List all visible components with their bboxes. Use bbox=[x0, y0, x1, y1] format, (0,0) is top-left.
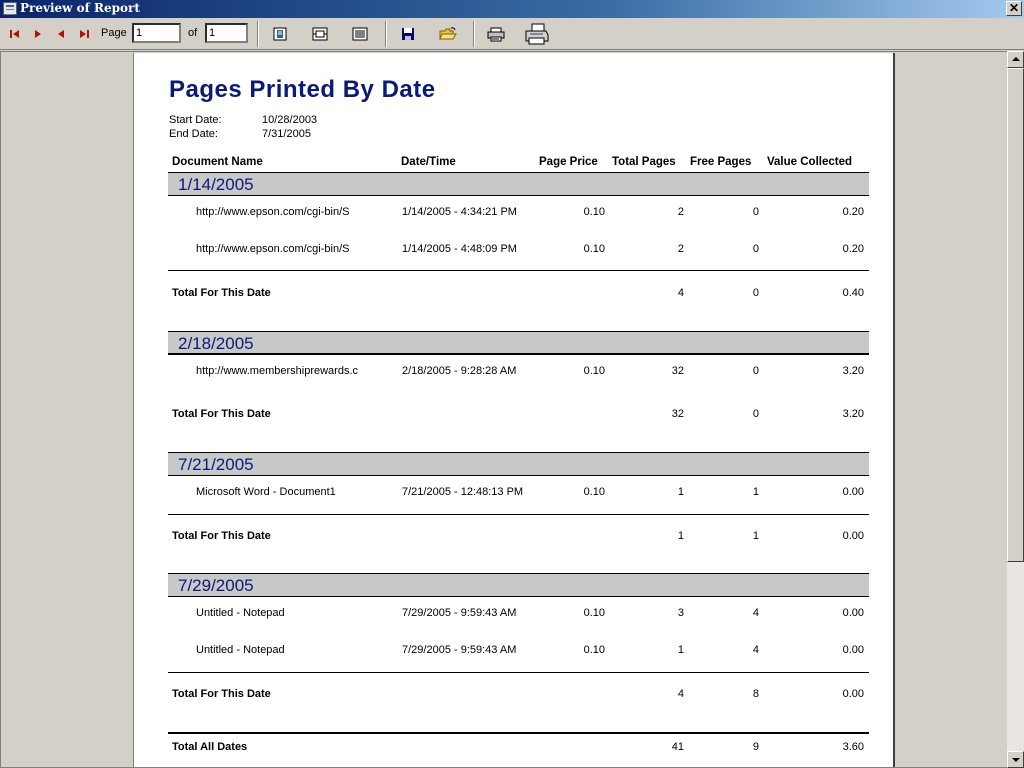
subtotal-free-pages: 0 bbox=[752, 408, 759, 420]
first-page-icon bbox=[8, 28, 22, 40]
row-page-price: 0.10 bbox=[583, 644, 605, 656]
scroll-thumb[interactable] bbox=[1007, 68, 1024, 562]
subtotal-value-collected: 0.00 bbox=[842, 530, 864, 542]
column-header-free-pages: Free Pages bbox=[690, 156, 752, 168]
page-label: Page bbox=[101, 27, 127, 39]
row-total-pages: 2 bbox=[677, 206, 684, 218]
grand-total-pages: 41 bbox=[671, 741, 684, 753]
row-document-name: Microsoft Word - Document1 bbox=[196, 486, 336, 498]
row-datetime: 1/14/2005 - 4:34:21 PM bbox=[402, 206, 517, 218]
subtotal-free-pages: 8 bbox=[752, 688, 759, 700]
save-button[interactable] bbox=[399, 25, 417, 43]
grand-total-label: Total All Dates bbox=[172, 741, 248, 753]
column-header-datetime: Date/Time bbox=[401, 156, 456, 168]
total-pages-field bbox=[205, 23, 248, 43]
column-header-document: Document Name bbox=[172, 156, 263, 168]
row-document-name: Untitled - Notepad bbox=[196, 607, 285, 619]
row-datetime: 2/18/2005 - 9:28:28 AM bbox=[402, 365, 517, 377]
column-header-total-pages: Total Pages bbox=[612, 156, 676, 168]
row-datetime: 1/14/2005 - 4:48:09 PM bbox=[402, 243, 517, 255]
toolbar bbox=[0, 18, 1024, 50]
scroll-up-button[interactable] bbox=[1007, 51, 1024, 68]
grand-total-value-collected: 3.60 bbox=[842, 741, 864, 753]
row-free-pages: 0 bbox=[752, 243, 759, 255]
of-label: of bbox=[188, 27, 198, 39]
last-page-button[interactable] bbox=[75, 25, 93, 43]
vertical-scrollbar[interactable] bbox=[1007, 51, 1024, 768]
start-date-label: Start Date: bbox=[169, 114, 222, 126]
group-date-label: 7/29/2005 bbox=[178, 576, 254, 595]
page-width-icon bbox=[312, 26, 328, 42]
print-setup-button[interactable] bbox=[524, 25, 550, 43]
group-header-bar bbox=[168, 172, 869, 196]
report-title: Pages Printed By Date bbox=[169, 76, 436, 103]
actual-size-button[interactable] bbox=[351, 25, 369, 43]
subtotal-total-pages: 4 bbox=[677, 287, 684, 299]
row-value-collected: 0.20 bbox=[842, 243, 864, 255]
row-datetime: 7/21/2005 - 12:48:13 PM bbox=[402, 486, 524, 498]
row-value-collected: 3.20 bbox=[842, 365, 864, 377]
last-page-icon bbox=[77, 28, 91, 40]
row-page-price: 0.10 bbox=[583, 486, 605, 498]
next-page-button[interactable] bbox=[29, 25, 47, 43]
end-date-value: 7/31/2005 bbox=[262, 128, 311, 140]
row-page-price: 0.10 bbox=[583, 607, 605, 619]
group-header-bar bbox=[168, 452, 869, 476]
row-total-pages: 32 bbox=[671, 365, 684, 377]
subtotal-value-collected: 0.40 bbox=[842, 287, 864, 299]
toolbar-separator bbox=[257, 21, 259, 47]
scroll-up-arrow-icon bbox=[1012, 57, 1020, 61]
group-header-bar bbox=[168, 331, 869, 355]
subtotal-label: Total For This Date bbox=[172, 688, 271, 700]
group-separator-line bbox=[168, 270, 869, 271]
row-value-collected: 0.00 bbox=[842, 607, 864, 619]
row-page-price: 0.10 bbox=[583, 243, 605, 255]
grand-total-line bbox=[168, 732, 869, 734]
next-page-icon bbox=[31, 28, 45, 40]
end-date-label: End Date: bbox=[169, 128, 218, 140]
scroll-down-arrow-icon bbox=[1012, 758, 1020, 762]
row-datetime: 7/29/2005 - 9:59:43 AM bbox=[402, 644, 517, 656]
row-datetime: 7/29/2005 - 9:59:43 AM bbox=[402, 607, 517, 619]
row-total-pages: 2 bbox=[677, 243, 684, 255]
subtotal-label: Total For This Date bbox=[172, 408, 271, 420]
row-page-price: 0.10 bbox=[583, 365, 605, 377]
print-button[interactable] bbox=[487, 25, 505, 43]
row-total-pages: 1 bbox=[677, 644, 684, 656]
subtotal-label: Total For This Date bbox=[172, 530, 271, 542]
row-free-pages: 0 bbox=[752, 365, 759, 377]
row-document-name: http://www.membershiprewards.c bbox=[196, 365, 358, 377]
report-viewer bbox=[0, 51, 1007, 768]
toolbar-separator bbox=[385, 21, 387, 47]
grand-total-free-pages: 9 bbox=[752, 741, 759, 753]
save-disk-icon bbox=[400, 26, 416, 42]
title-bar bbox=[0, 0, 1024, 18]
first-page-button[interactable] bbox=[6, 25, 24, 43]
subtotal-free-pages: 0 bbox=[752, 287, 759, 299]
page-number-input[interactable] bbox=[132, 23, 181, 43]
subtotal-value-collected: 3.20 bbox=[842, 408, 864, 420]
page-width-button[interactable] bbox=[311, 25, 329, 43]
start-date-value: 10/28/2003 bbox=[262, 114, 318, 126]
column-header-value-collected: Value Collected bbox=[767, 156, 853, 168]
print-setup-icon bbox=[524, 23, 550, 45]
group-separator-line bbox=[168, 672, 869, 673]
whole-page-icon bbox=[272, 26, 288, 42]
report-app-icon bbox=[3, 2, 17, 15]
row-document-name: http://www.epson.com/cgi-bin/S bbox=[196, 206, 350, 218]
row-value-collected: 0.00 bbox=[842, 486, 864, 498]
row-free-pages: 4 bbox=[752, 607, 759, 619]
scroll-down-button[interactable] bbox=[1007, 751, 1024, 768]
subtotal-total-pages: 1 bbox=[677, 530, 684, 542]
report-page bbox=[133, 53, 895, 768]
subtotal-total-pages: 4 bbox=[677, 688, 684, 700]
open-folder-icon bbox=[439, 26, 457, 42]
row-value-collected: 0.00 bbox=[842, 644, 864, 656]
group-date-label: 1/14/2005 bbox=[178, 175, 254, 194]
row-document-name: Untitled - Notepad bbox=[196, 644, 285, 656]
open-button[interactable] bbox=[439, 25, 457, 43]
row-total-pages: 3 bbox=[677, 607, 684, 619]
whole-page-button[interactable] bbox=[271, 25, 289, 43]
previous-page-button[interactable] bbox=[52, 25, 70, 43]
group-date-label: 2/18/2005 bbox=[178, 334, 254, 353]
row-total-pages: 1 bbox=[677, 486, 684, 498]
row-free-pages: 4 bbox=[752, 644, 759, 656]
row-document-name: http://www.epson.com/cgi-bin/S bbox=[196, 243, 350, 255]
row-page-price: 0.10 bbox=[583, 206, 605, 218]
group-date-label: 7/21/2005 bbox=[178, 455, 254, 474]
printer-icon bbox=[487, 26, 505, 42]
row-free-pages: 0 bbox=[752, 206, 759, 218]
group-separator-line bbox=[168, 514, 869, 515]
close-button[interactable]: ✕ bbox=[1006, 1, 1022, 16]
toolbar-separator bbox=[473, 21, 475, 47]
group-header-bar bbox=[168, 573, 869, 597]
window-title: Preview of Report bbox=[20, 1, 140, 15]
actual-size-icon bbox=[352, 26, 368, 42]
row-free-pages: 1 bbox=[752, 486, 759, 498]
subtotal-total-pages: 32 bbox=[671, 408, 684, 420]
previous-page-icon bbox=[54, 28, 68, 40]
subtotal-free-pages: 1 bbox=[752, 530, 759, 542]
group-separator-line bbox=[168, 353, 869, 354]
row-value-collected: 0.20 bbox=[842, 206, 864, 218]
subtotal-value-collected: 0.00 bbox=[842, 688, 864, 700]
column-header-page-price: Page Price bbox=[539, 156, 598, 168]
subtotal-label: Total For This Date bbox=[172, 287, 271, 299]
